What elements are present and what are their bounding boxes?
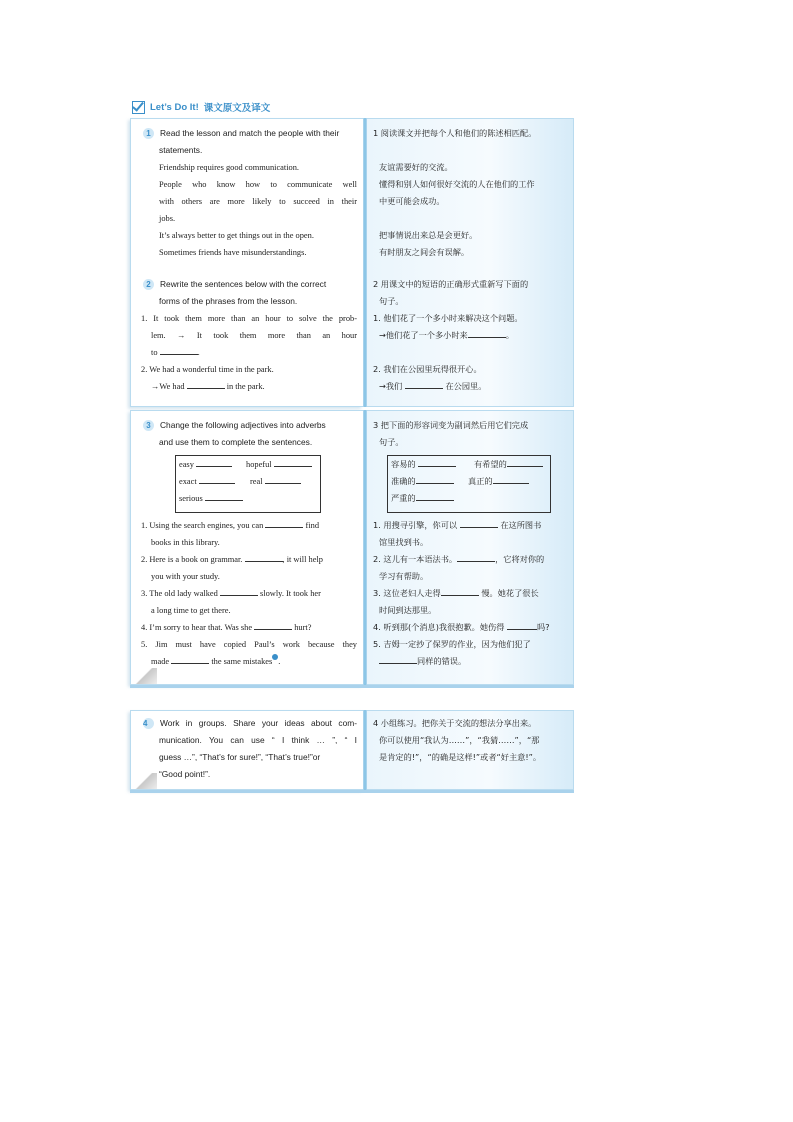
answer-blank[interactable]: [416, 474, 454, 484]
sentence-line: 5. Jim must have copied Paul’s work because they: [141, 640, 357, 649]
chinese-page: [367, 118, 574, 407]
exercise-panel-3: [130, 710, 574, 790]
answer-blank[interactable]: [160, 345, 198, 355]
answer-blank[interactable]: [468, 328, 506, 338]
answer-blank[interactable]: [274, 457, 312, 467]
statement-line: with others are more likely to succeed in their: [159, 197, 357, 206]
english-page: [130, 118, 363, 407]
sec4-line: guess …”, “That’s for sure!”, “That’s true!”or: [159, 752, 321, 762]
page-curl: [131, 668, 157, 684]
cn-line: 4 小组练习。把你关于交流的想法分享出来。: [373, 718, 537, 728]
cn-line: 1. 他们花了一个多小时来解决这个问题。: [373, 313, 523, 323]
sec1-instruction: 1 Read the lesson and match the people with their: [143, 125, 339, 142]
word-item: real: [250, 473, 301, 490]
sentence-line: you with your study.: [151, 572, 220, 581]
statement-line: Friendship requires good communication.: [159, 163, 300, 172]
sentence-line: 2. We had a wonderful time in the park.: [141, 365, 274, 374]
cn-instruction: 2 用课文中的短语的正确形式重新写下面的: [373, 279, 529, 289]
word-item: exact: [179, 473, 235, 490]
answer-blank[interactable]: [507, 620, 537, 630]
sentence-line: 1. Using the search engines, you can find: [141, 517, 319, 534]
answer-blank[interactable]: [205, 491, 243, 501]
cn-line: 中更可能会成功。: [379, 196, 445, 206]
cn-line: 5. 吉姆一定抄了保罗的作业，因为他们犯了: [373, 639, 531, 649]
word-item: 真正的: [468, 473, 529, 490]
sentence-line: to .: [151, 344, 200, 361]
statement-line: jobs.: [159, 214, 176, 223]
answer-blank[interactable]: [507, 457, 543, 467]
answer-blank[interactable]: [418, 457, 456, 467]
sec3-instruction-cont: and use them to complete the sentences.: [159, 437, 313, 447]
sentence-line: 1. It took them more than an hour to solve the prob-: [141, 314, 357, 323]
cn-line: 把事情说出来总是会更好。: [379, 230, 478, 240]
answer-blank[interactable]: [245, 552, 283, 562]
answer-blank[interactable]: [379, 654, 417, 664]
cn-line: 2. 我们在公园里玩得很开心。: [373, 364, 482, 374]
statement-line: Sometimes friends have misunderstandings.: [159, 248, 307, 257]
answer-blank[interactable]: [460, 518, 498, 528]
panel-bottom-bar: [130, 790, 574, 793]
page-curl: [131, 773, 157, 789]
number-badge-2: 2: [143, 279, 154, 290]
sentence-line: →We had in the park.: [151, 378, 265, 395]
cn-line: 馆里找到书。: [379, 537, 429, 547]
sentence-line: 2. Here is a book on grammar. , it will help: [141, 551, 323, 568]
checkbox-icon: [132, 101, 145, 114]
cn-line: 有时朋友之间会有误解。: [379, 247, 470, 257]
number-badge-1: 1: [143, 128, 154, 139]
sentence-line: made the same mistakes .: [151, 653, 280, 670]
answer-blank[interactable]: [441, 586, 479, 596]
header-subtitle: 课文原文及译文: [203, 103, 271, 114]
cn-line: 懂得和别人如何很好交流的人在他们的工作: [379, 179, 535, 189]
word-item: 有希望的: [474, 456, 543, 473]
answer-blank[interactable]: [171, 654, 209, 664]
cn-line: 时间到达那里。: [379, 605, 437, 615]
word-item: easy: [179, 456, 232, 473]
answer-blank[interactable]: [493, 474, 529, 484]
cn-instruction: 3 把下面的形容词变为副词然后用它们完成: [373, 420, 529, 430]
section-header: [132, 100, 270, 114]
sec2-instruction: 2 Rewrite the sentences below with the correct: [143, 276, 326, 293]
sec3-instruction: 3 Change the following adjectives into adverbs: [143, 417, 326, 434]
exercise-panel-2: [130, 410, 574, 685]
exercise-panel-1: [130, 118, 574, 407]
english-page: [130, 410, 363, 685]
cn-line: 4. 听到那(个消息)我很抱歉。她伤得 吗?: [373, 622, 550, 632]
word-item: 严重的: [391, 490, 454, 507]
word-box: [387, 455, 551, 513]
cn-line: 你可以使用“我认为……”，“我猜……”，“那: [379, 735, 540, 745]
word-item: 容易的: [391, 456, 456, 473]
header-title: Let’s Do It!: [150, 101, 199, 113]
sec1-instruction-cont: statements.: [159, 145, 203, 155]
sec2-instruction-cont: forms of the phrases from the lesson.: [159, 296, 298, 306]
answer-blank[interactable]: [405, 379, 443, 389]
chinese-page: [367, 710, 574, 790]
answer-blank[interactable]: [187, 379, 225, 389]
cn-line: 友谊需要好的交流。: [379, 162, 453, 172]
sentence-line: 3. The old lady walked slowly. It took her: [141, 585, 321, 602]
answer-blank[interactable]: [220, 586, 258, 596]
answer-blank[interactable]: [265, 474, 301, 484]
english-page: [130, 710, 363, 790]
cn-line: 3. 这位老妇人走得 慢。她花了很长: [373, 588, 539, 598]
panel-bottom-bar: [130, 685, 574, 688]
answer-blank[interactable]: [265, 518, 303, 528]
cn-line: 2. 这儿有一本语法书。 ，它将对你的: [373, 554, 545, 564]
cn-instruction: 1 阅读课文并把每个人和他们的陈述相匹配。: [373, 128, 537, 138]
number-badge-4: 4: [143, 718, 154, 729]
number-badge-3: 3: [143, 420, 154, 431]
statement-line: It’s always better to get things out in the open.: [159, 231, 314, 240]
sec4-line: munication. You can use “ I think … ”, “ I: [159, 735, 357, 745]
cn-line: 是肯定的!”，“的确是这样!”或者“好主意!”。: [379, 752, 542, 762]
cn-instruction: 句子。: [379, 296, 404, 306]
cn-instruction: 句子。: [379, 437, 404, 447]
sec4-line: “Good point!”.: [159, 769, 211, 779]
note-marker-icon: [272, 654, 278, 660]
sentence-line: books in this library.: [151, 538, 220, 547]
cn-line: 学习有帮助。: [379, 571, 429, 581]
cn-line: →我们 在公园里。: [379, 381, 487, 391]
answer-blank[interactable]: [254, 620, 292, 630]
chinese-page: [367, 410, 574, 685]
word-item: 准确的: [391, 473, 454, 490]
answer-blank[interactable]: [457, 552, 495, 562]
answer-blank[interactable]: [199, 474, 235, 484]
word-item: hopeful: [246, 456, 312, 473]
sentence-line: 4. I’m sorry to hear that. Was she hurt?: [141, 619, 311, 636]
word-item: serious: [179, 490, 243, 507]
answer-blank[interactable]: [416, 491, 454, 501]
answer-blank[interactable]: [196, 457, 232, 467]
sentence-line: lem. → It took them more than an hour: [151, 331, 357, 340]
statement-line: People who know how to communicate well: [159, 180, 357, 189]
cn-line: 1. 用搜寻引擎，你可以 在这所图书: [373, 520, 542, 530]
cn-line: →他们花了一个多小时来 。: [379, 330, 514, 340]
cn-line: 同样的错误。: [379, 653, 466, 670]
sec4-line: 4 Work in groups. Share your ideas about com-: [143, 718, 357, 729]
word-box: [175, 455, 321, 513]
sentence-line: a long time to get there.: [151, 606, 231, 615]
